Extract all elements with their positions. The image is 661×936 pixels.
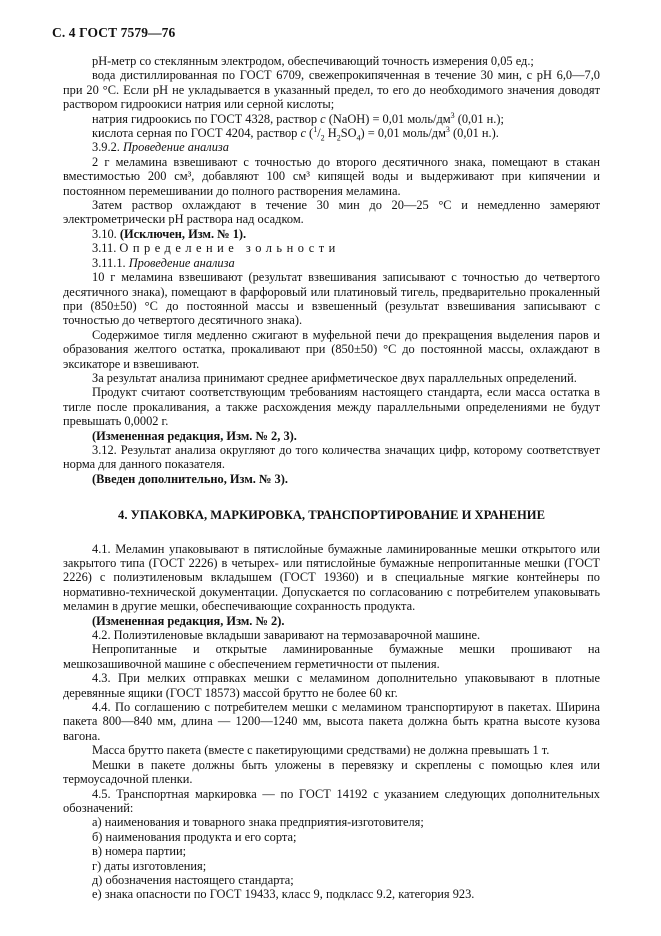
page-header: С. 4 ГОСТ 7579—76 bbox=[52, 25, 176, 40]
paragraph: 4.5. Транспортная маркировка — по ГОСТ 14192 с указанием следующих дополнительных обозначений: bbox=[63, 786, 600, 815]
subsection-heading: 3.11.1. Проведение анализа bbox=[92, 255, 235, 270]
list-item: в) номера партии; bbox=[92, 844, 187, 859]
paragraph: 4.4. По соглашению с потребителем мешки с меламином транспортируют в пакетах. Ширина пакета 800—840 мм, длина — 1200—1240 мм, высота пакета должна быть кратна высоте кузова вагона. bbox=[63, 700, 600, 743]
list-item: г) даты изготовления; bbox=[92, 858, 207, 873]
list-item: д) обозначения настоящего стандарта; bbox=[92, 872, 294, 887]
paragraph: Затем раствор охлаждают в течение 30 мин до 20—25 °С и немедленно замеряют электрометрически pH раствора над осадком. bbox=[63, 198, 600, 227]
paragraph: 4.2. Полиэтиленовые вкладыши заваривают на термозаварочной машине. bbox=[92, 628, 481, 643]
paragraph: кислота серная по ГОСТ 4204, раствор c ($^1/_2$ $H_2SO_4) = 0,01$ моль/$дм^3$ (0,01 н.). bbox=[92, 124, 499, 143]
paragraph: 4.3. При мелких отправках мешки с меламином дополнительно упаковывают в плотные деревянные ящики (ГОСТ 18573) массой брутто не более 60 кг. bbox=[63, 671, 600, 700]
section-title: 4. УПАКОВКА, МАРКИРОВКА, ТРАНСПОРТИРОВАНИЕ И ХРАНЕНИЕ bbox=[118, 508, 545, 523]
list-item: а) наименования и товарного знака предприятия-изготовителя; bbox=[92, 815, 424, 830]
list-item: е) знака опасности по ГОСТ 19433, класс 9, подкласс 9.2, категория 923. bbox=[92, 887, 475, 902]
subsection-heading: 3.10. (Исключен, Изм. № 1). bbox=[92, 226, 247, 241]
paragraph: За результат анализа принимают среднее арифметическое двух параллельных определений. bbox=[92, 370, 577, 385]
paragraph: 10 г меламина взвешивают (результат взвешивания записывают с точностью до четвертого десятичного знака), помещают в фарфоровый или платиновый тигель, предварительно прокаленный при (850±50) °С до постоянной массы и взвешенный (результат взвешивания записывают с точностью до четвертого десятичного знака). bbox=[63, 270, 600, 328]
paragraph: 4.1. Меламин упаковывают в пятислойные бумажные ламинированные мешки открытого или закрытого типа (ГОСТ 2226) в четырех- или пятислойные бумажные непропитанные мешки (ГОСТ 2226) с полиэтиленовым вкладышем (ГОСТ 19360) и в специальные мягкие контейнеры по нормативно-технической документации. Допускается по согласованию с потребителем упаковывать меламин в другие мешки, обеспечивающие сохранность продукта. bbox=[63, 541, 600, 614]
subsection-heading: 3.9.2. Проведение анализа bbox=[92, 140, 229, 155]
amendment-note: (Измененная редакция, Изм. № 2). bbox=[92, 613, 285, 628]
amendment-note: (Измененная редакция, Изм. № 2, 3). bbox=[92, 428, 297, 443]
paragraph: вода дистиллированная по ГОСТ 6709, свежепрокипяченная в течение 30 мин, с pH 6,0—7,0 при 20 °С. Если pH не укладывается в указанный предел, то его до необходимого значения доводят раствором гидроокиси натрия или серной кислоты; bbox=[63, 68, 600, 112]
amendment-note: (Введен дополнительно, Изм. № 3). bbox=[92, 471, 288, 486]
document-body bbox=[63, 54, 600, 902]
subsection-heading: 3.11. Определение зольности bbox=[92, 241, 340, 256]
paragraph: Масса брутто пакета (вместе с пакетирующими средствами) не должна превышать 1 т. bbox=[92, 743, 550, 758]
paragraph: натрия гидроокись по ГОСТ 4328, раствор c (NaOH) = 0,01 моль/$дм^3$ (0,01 н.); bbox=[92, 110, 504, 126]
paragraph: Содержимое тигля медленно сжигают в муфельной печи до прекращения выделения паров и образования желтого остатка, прокаливают при (850±50) °С до постоянной массы, охлаждают в эксикаторе и взвешивают. bbox=[63, 327, 600, 371]
paragraph: 3.12. Результат анализа округляют до того количества значащих цифр, которому соответствует норма для данного показателя. bbox=[63, 442, 600, 472]
marking-list bbox=[63, 815, 600, 901]
paragraph: Продукт считают соответствующим требованиям настоящего стандарта, если масса остатка в тигле после прокаливания, а также расхождения между параллельными определениями не будут превышать 0,0002 г. bbox=[63, 385, 600, 429]
list-item: б) наименования продукта и его сорта; bbox=[92, 829, 297, 844]
paragraph: Мешки в пакете должны быть уложены в перевязку и скреплены с помощью клея или термоусадочной пленки. bbox=[63, 757, 600, 787]
paragraph: pH-метр со стеклянным электродом, обеспечивающий точность измерения 0,05 ед.; bbox=[92, 54, 534, 68]
paragraph: Непропитанные и открытые ламинированные бумажные мешки прошивают на мешкозашивочной машине с обеспечением герметичности от пыления. bbox=[63, 642, 600, 671]
paragraph: 2 г меламина взвешивают с точностью до второго десятичного знака, помещают в стакан вместимостью 200 см³, добавляют 100 см³ кипящей воды и выдерживают при кипячении и постоянном перемешивании до полного растворения меламина. bbox=[63, 154, 600, 198]
